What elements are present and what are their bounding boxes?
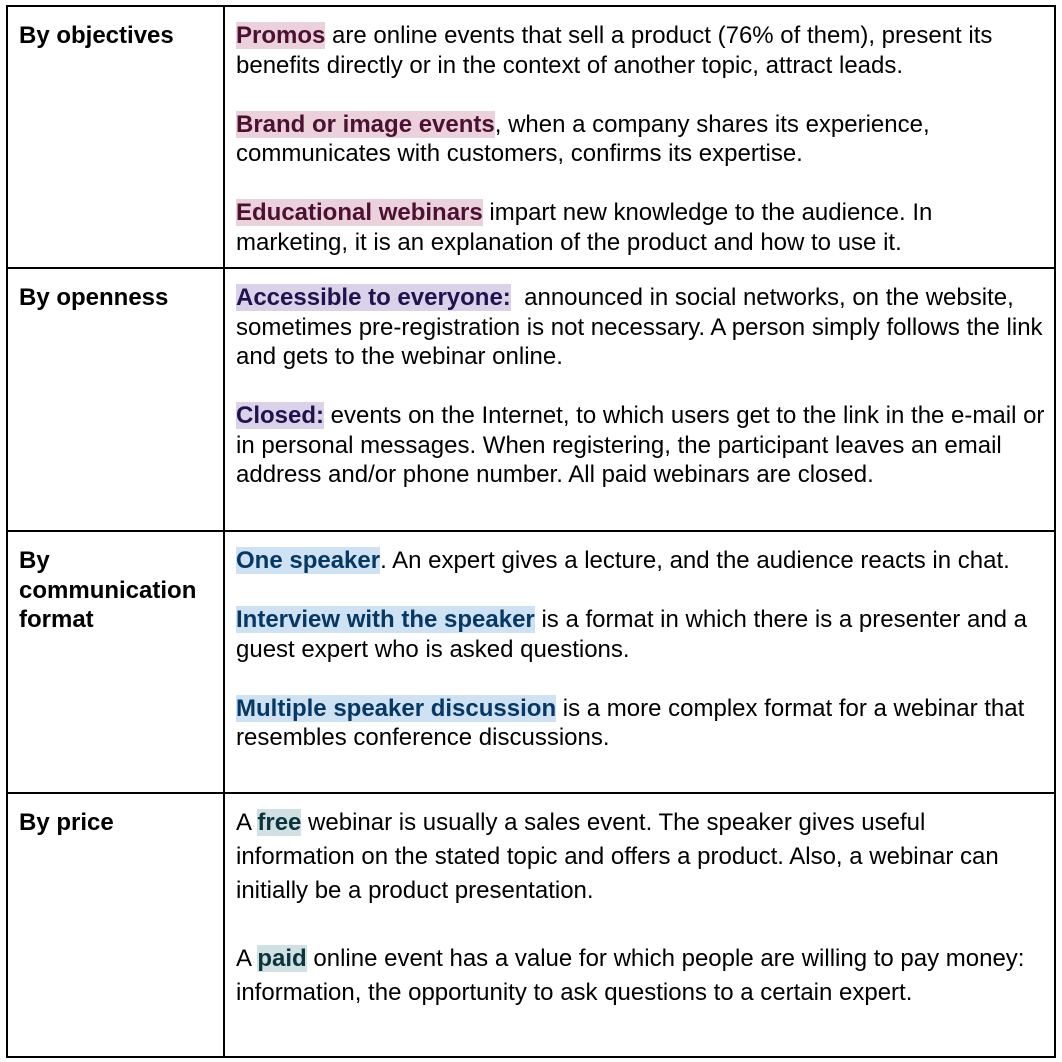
term-highlight: Accessible to everyone: — [236, 284, 511, 311]
description-text: online event has a value for which people are willing to pay money: information, the opportunity to ask questions to a certain expert. — [236, 945, 1025, 1006]
description-cell — [224, 793, 1055, 1057]
description-text: . An expert gives a lecture, and the audience reacts in chat. — [380, 547, 1010, 574]
description-paragraph — [236, 546, 1048, 576]
description-paragraph — [236, 283, 1048, 372]
description-text: are online events that sell a product (76% of them), present its benefits directly or in the context of another topic, attract leads. — [236, 22, 993, 79]
category-label: By price — [19, 809, 114, 836]
description-cell — [224, 6, 1055, 268]
category-cell — [7, 793, 224, 1057]
term-highlight: Brand or image events — [236, 110, 495, 138]
description-text: impart new knowledge to the audience. In marketing, it is an explanation of the product and how to use it. — [236, 199, 933, 256]
category-label: By openness — [19, 284, 169, 311]
description-cell — [224, 531, 1055, 793]
term-highlight: Interview with the speaker — [236, 606, 535, 633]
description-prefix: A — [236, 809, 258, 836]
description-text: events on the Internet, to which users get to the link in the e-mail or in personal messages. When registering, the participant leaves an email address and/or phone number. All paid webinars are closed. — [236, 402, 1045, 488]
category-label: By objectives — [19, 22, 174, 49]
description-paragraph — [236, 605, 1048, 664]
description-paragraph — [236, 21, 1048, 80]
term-highlight: Closed: — [236, 402, 325, 429]
description-paragraph — [236, 694, 1048, 753]
category-cell — [7, 6, 224, 268]
term-highlight: free — [257, 809, 302, 836]
description-text: webinar is usually a sales event. The speaker gives useful information on the stated topic and offers a product. Also, a webinar can initially be a product presentation. — [236, 809, 999, 904]
description-text: announced in social networks, on the website, sometimes pre-registration is not necessary. A person simply follows the link and gets to the webinar online. — [236, 284, 1050, 370]
description-cell — [224, 268, 1055, 531]
description-paragraph — [236, 198, 1048, 257]
term-highlight: One speaker — [236, 547, 381, 574]
description-paragraph — [236, 110, 1048, 169]
description-prefix: A — [236, 945, 258, 972]
term-highlight: paid — [257, 945, 307, 972]
category-cell — [7, 268, 224, 531]
description-text: is a format in which there is a presenter and a guest expert who is asked questions. — [236, 606, 1028, 663]
term-highlight: Promos — [236, 22, 326, 49]
description-paragraph — [236, 806, 1048, 908]
category-label: By communication format — [19, 547, 197, 633]
category-cell — [7, 531, 224, 793]
table-row-openness — [7, 268, 1055, 531]
description-text: , when a company shares its experience, communicates with customers, confirms its expertise. — [236, 110, 930, 167]
term-highlight: Educational webinars — [236, 199, 483, 226]
description-paragraph — [236, 942, 1048, 1010]
table-row-communication-format — [7, 531, 1055, 793]
table-row-objectives — [7, 6, 1055, 268]
term-highlight: Multiple speaker discussion — [236, 694, 557, 722]
table-row-price — [7, 793, 1055, 1057]
description-text: is a more complex format for a webinar that resembles conference discussions. — [236, 694, 1025, 751]
description-paragraph — [236, 401, 1048, 490]
webinar-types-table — [6, 5, 1056, 1058]
